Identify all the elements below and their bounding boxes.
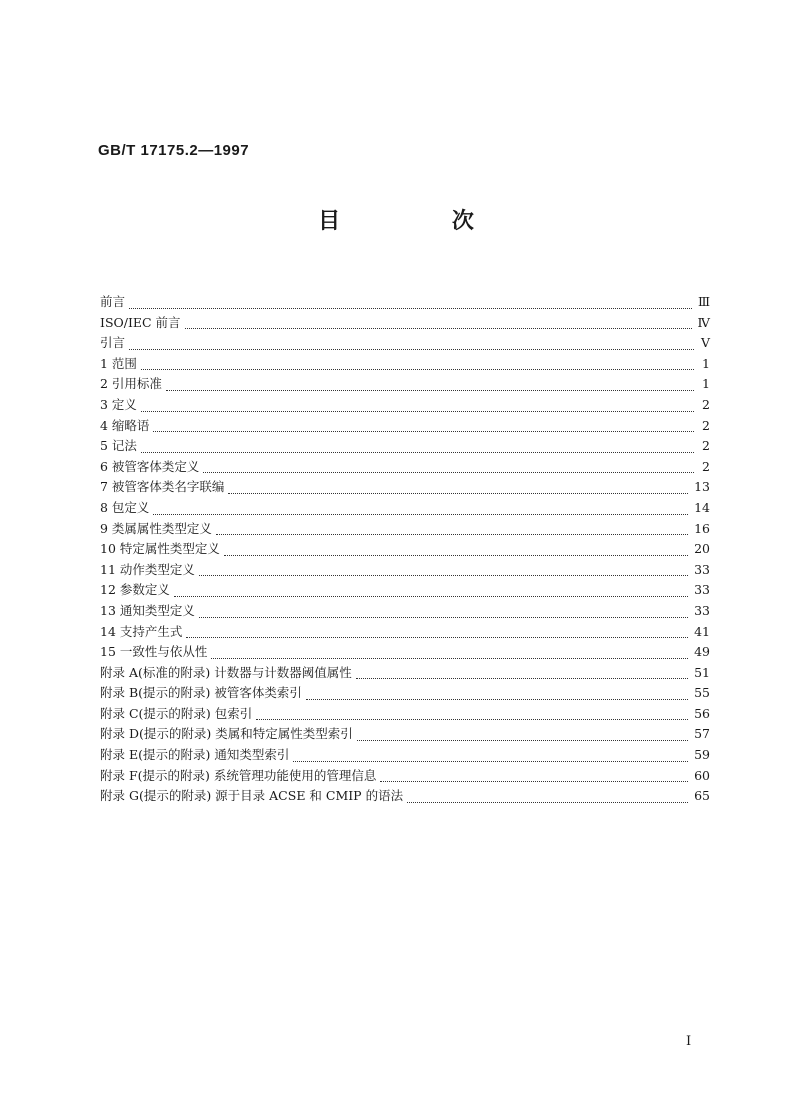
toc-entry-label: 附录 D(提示的附录) 类属和特定属性类型索引 — [100, 726, 353, 742]
page-title: 目 次 — [318, 209, 526, 234]
toc-leader-dots — [293, 761, 688, 762]
toc-entry-page: 41 — [694, 623, 710, 639]
toc-entry[interactable] — [100, 519, 710, 540]
toc-entry-label: 6 被管客体类定义 — [100, 458, 200, 474]
toc-entry-label: 8 包定义 — [100, 499, 150, 515]
toc-entry-label: 附录 G(提示的附录) 源于目录 ACSE 和 CMIP 的语法 — [100, 788, 404, 804]
toc-leader-dots — [129, 349, 694, 350]
toc-leader-dots — [203, 472, 694, 473]
toc-entry[interactable] — [100, 622, 710, 643]
toc-entry-label: 4 缩略语 — [100, 417, 150, 433]
toc-entry-label: ISO/IEC 前言 — [100, 314, 181, 330]
toc-leader-dots — [199, 575, 688, 576]
toc-entry-page: 2 — [702, 438, 710, 454]
toc-entry[interactable] — [100, 354, 710, 375]
toc-entry-page: 13 — [694, 479, 710, 495]
toc-entry[interactable] — [100, 333, 710, 354]
toc-entry-page: Ⅴ — [700, 335, 710, 351]
toc-entry-page: 49 — [694, 644, 710, 660]
toc-entry[interactable] — [100, 683, 710, 704]
toc-leader-dots — [129, 308, 692, 309]
toc-entry-label: 10 特定属性类型定义 — [100, 541, 220, 557]
toc-entry[interactable] — [100, 436, 710, 457]
toc-entry-label: 引言 — [100, 335, 126, 351]
toc-entry-label: 5 记法 — [100, 438, 137, 454]
toc-entry-page: 56 — [694, 705, 710, 721]
toc-entry-label: 14 支持产生式 — [100, 623, 183, 639]
toc-entry-page: 20 — [694, 541, 710, 557]
toc-entry-label: 9 类属属性类型定义 — [100, 520, 212, 536]
toc-entry-label: 附录 C(提示的附录) 包索引 — [100, 705, 253, 721]
toc-entry-label: 11 动作类型定义 — [100, 561, 195, 577]
toc-entry-label: 附录 E(提示的附录) 通知类型索引 — [100, 747, 290, 763]
toc-leader-dots — [141, 452, 694, 453]
toc-entry-label: 1 范围 — [100, 355, 137, 371]
toc-entry-page: Ⅳ — [697, 314, 710, 330]
toc-leader-dots — [141, 369, 694, 370]
toc-entry-page: 33 — [694, 582, 710, 598]
toc-leader-dots — [357, 740, 688, 741]
toc-leader-dots — [356, 678, 688, 679]
toc-entry-page: 57 — [694, 726, 710, 742]
toc-leader-dots — [256, 719, 688, 720]
toc-leader-dots — [174, 596, 688, 597]
table-of-contents — [100, 292, 710, 807]
toc-leader-dots — [185, 328, 692, 329]
toc-entry[interactable] — [100, 601, 710, 622]
toc-entry[interactable] — [100, 663, 710, 684]
toc-entry-label: 2 引用标准 — [100, 376, 162, 392]
toc-entry-label: 3 定义 — [100, 396, 137, 412]
toc-leader-dots — [166, 390, 694, 391]
toc-leader-dots — [153, 431, 694, 432]
toc-entry-label: 7 被管客体类名字联编 — [100, 479, 225, 495]
toc-entry-label: 附录 B(提示的附录) 被管客体类索引 — [100, 685, 302, 701]
toc-leader-dots — [306, 699, 688, 700]
toc-entry-page: 33 — [694, 602, 710, 618]
toc-entry[interactable] — [100, 457, 710, 478]
toc-entry[interactable] — [100, 745, 710, 766]
toc-leader-dots — [141, 411, 694, 412]
toc-entry[interactable] — [100, 313, 710, 334]
toc-entry-label: 15 一致性与依从性 — [100, 644, 208, 660]
toc-entry-page: 2 — [702, 458, 710, 474]
toc-entry-page: 2 — [702, 396, 710, 412]
toc-entry[interactable] — [100, 766, 710, 787]
toc-entry-label: 附录 A(标准的附录) 计数器与计数器阈值属性 — [100, 664, 352, 680]
toc-entry-page: 2 — [702, 417, 710, 433]
toc-entry-page: 65 — [694, 788, 710, 804]
toc-entry-label: 前言 — [100, 294, 126, 309]
toc-entry[interactable] — [100, 292, 710, 313]
standard-code: GB/T 17175.2—1997 — [98, 142, 250, 159]
toc-entry[interactable] — [100, 416, 710, 437]
toc-entry-page: 60 — [694, 767, 710, 783]
toc-entry[interactable] — [100, 477, 710, 498]
toc-entry-page: 33 — [694, 561, 710, 577]
toc-entry-label: 附录 F(提示的附录) 系统管理功能使用的管理信息 — [100, 767, 377, 783]
toc-entry[interactable] — [100, 642, 710, 663]
toc-entry[interactable] — [100, 704, 710, 725]
toc-leader-dots — [224, 555, 688, 556]
toc-entry[interactable] — [100, 539, 710, 560]
toc-entry[interactable] — [100, 395, 710, 416]
toc-entry-page: 1 — [702, 376, 710, 392]
toc-entry-label: 13 通知类型定义 — [100, 602, 195, 618]
toc-entry-page: 59 — [694, 747, 710, 763]
toc-leader-dots — [407, 802, 688, 803]
toc-leader-dots — [153, 514, 688, 515]
toc-entry[interactable] — [100, 724, 710, 745]
toc-leader-dots — [199, 617, 688, 618]
page-number: I — [686, 1034, 692, 1049]
toc-entry-page: 1 — [702, 355, 710, 371]
toc-entry[interactable] — [100, 498, 710, 519]
toc-leader-dots — [186, 637, 688, 638]
toc-entry-page: 16 — [694, 520, 710, 536]
toc-entry-page: Ⅲ — [697, 294, 710, 309]
toc-entry[interactable] — [100, 560, 710, 581]
toc-entry-label: 12 参数定义 — [100, 582, 170, 598]
toc-entry-page: 14 — [694, 499, 710, 515]
toc-entry[interactable] — [100, 786, 710, 807]
toc-entry-page: 55 — [694, 685, 710, 701]
toc-entry-page: 51 — [694, 664, 710, 680]
toc-leader-dots — [211, 658, 688, 659]
toc-leader-dots — [380, 781, 688, 782]
toc-entry[interactable] — [100, 580, 710, 601]
toc-leader-dots — [228, 493, 688, 494]
toc-entry[interactable] — [100, 374, 710, 395]
toc-leader-dots — [216, 534, 688, 535]
